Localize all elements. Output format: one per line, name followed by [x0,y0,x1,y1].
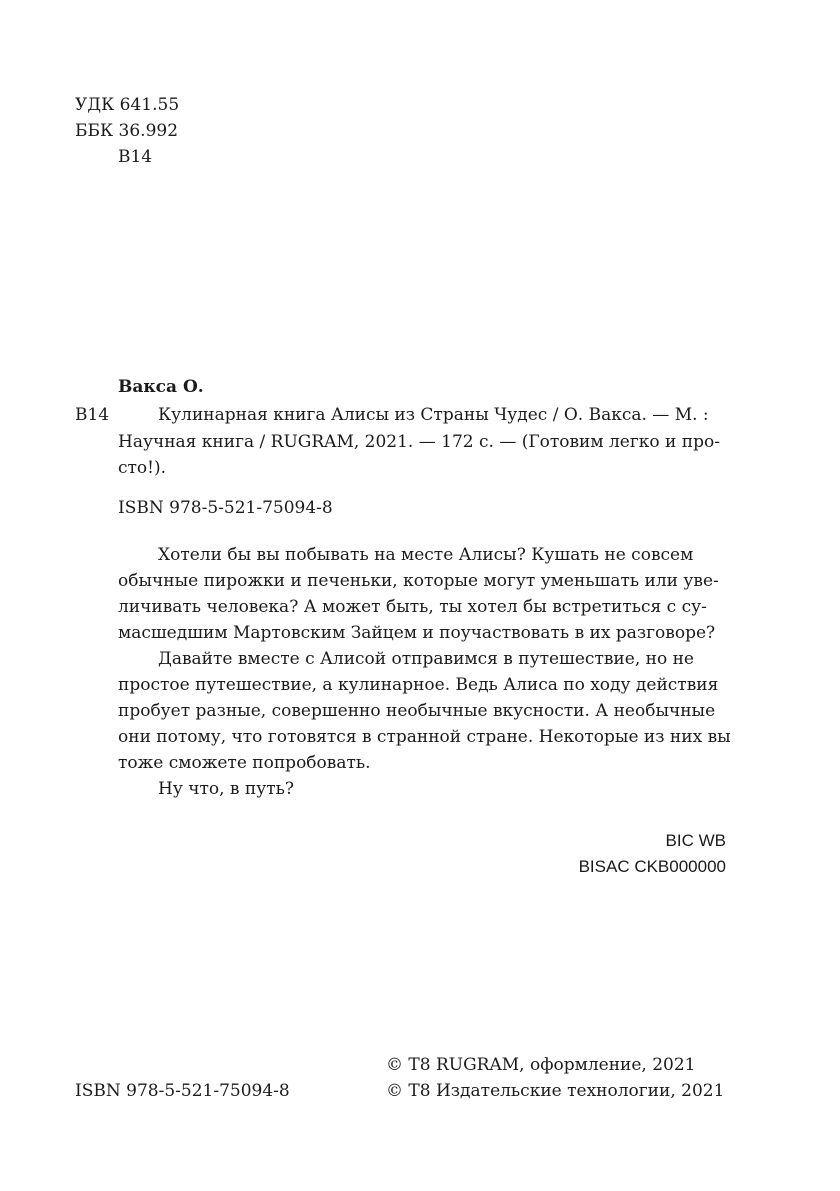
bisac-code: BISAC CKB000000 [578,857,726,876]
annotation-line: Давайте вместе с Алисой отправимся в путешествие, но не [158,649,694,669]
annotation-line: они потому, что готовятся в странной стране. Некоторые из них вы [118,727,731,747]
annotation-line: простое путешествие, а кулинарное. Ведь Алиса по ходу действия [118,675,719,695]
annotation-line: Хотели бы вы побывать на месте Алисы? Кушать не совсем [158,545,694,565]
annotation-line: обычные пирожки и печеньки, которые могут уменьшать или уве- [118,571,719,591]
bic-code: BIC WB [665,831,726,850]
udk-code: УДК 641.55 [75,95,180,115]
annotation [118,542,731,802]
annotation-line: пробует разные, совершенно необычные вкусности. А необычные [118,701,716,721]
bib-line: Научная книга / RUGRAM, 2021. — 172 с. — (Готовим легко и про- [118,431,720,452]
author-name: Вакса О. [118,377,204,397]
bib-line: сто!). [118,458,167,478]
author-mark: В14 [75,405,110,425]
bib-line: Кулинарная книга Алисы из Страны Чудес / О. Вакса. — М. : [158,405,709,425]
bbk-code: ББК 36.992 [75,121,179,141]
author-mark-header: В14 [118,147,153,167]
copyright-design: © Т8 RUGRAM, оформление, 2021 [386,1055,696,1075]
isbn-footer: ISBN 978-5-521-75094-8 [75,1081,290,1101]
copyright-publisher: © Т8 Издательские технологии, 2021 [386,1081,725,1101]
isbn-entry: ISBN 978-5-521-75094-8 [118,498,333,518]
bibliographic-description [118,402,728,482]
annotation-line: масшедшим Мартовским Зайцем и поучаствовать в их разговоре? [118,623,716,643]
annotation-line: тоже сможете попробовать. [118,753,371,773]
annotation-line: личивать человека? А может быть, ты хотел бы встретиться с су- [118,597,707,617]
annotation-line: Ну что, в путь? [158,779,294,799]
